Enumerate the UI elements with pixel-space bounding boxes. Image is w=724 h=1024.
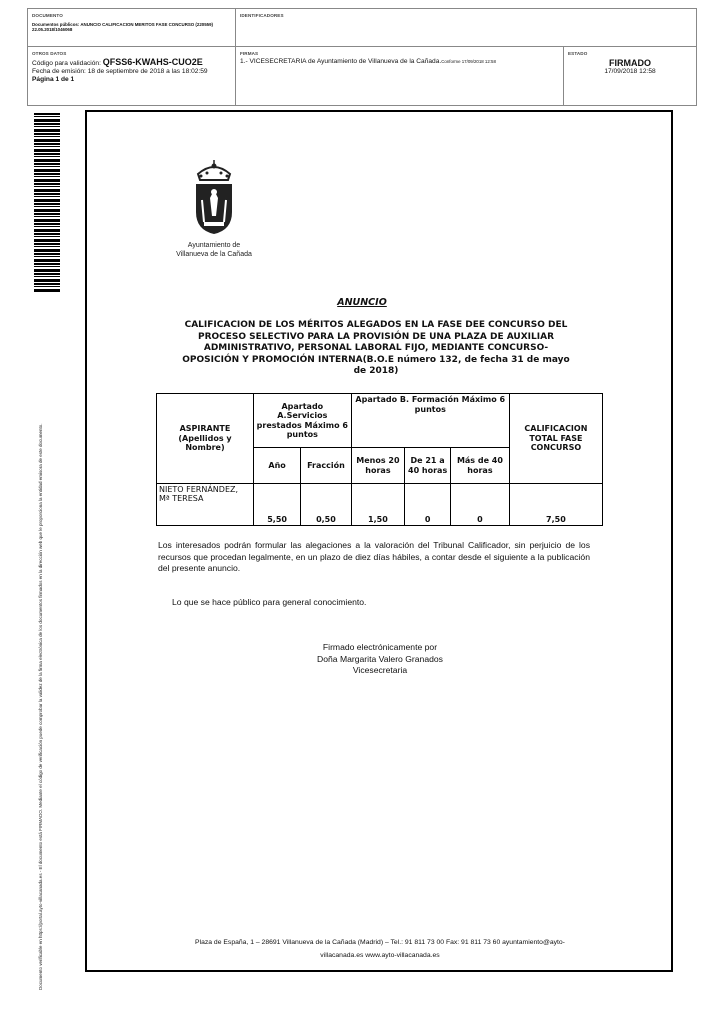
header-aspirante: ASPIRANTE (Apellidos y Nombre) [157, 394, 254, 484]
side-verification-text: Documento verificable en https://portal.ayto-villacanada.es - El documento está FIRMADO. Mediante el código de verificación puede comprobar la validez de la firma electrónica de los documentos firmados en la dirección web que le proporciona la entidad emisora de este documento. [38, 423, 43, 990]
header-fraccion: Fracción [301, 448, 351, 484]
header-21a40: De 21 a 40 horas [405, 448, 451, 484]
documento-text: Documentos públicos: ANUNCIO CALIFICACION MERITOS FASE CONCURSO (220559) 22.05.2018/1046068 [32, 22, 214, 33]
conocimiento-paragraph: Lo que se hace público para general conocimiento. [172, 597, 367, 607]
header-anio: Año [253, 448, 300, 484]
barcode-image [34, 113, 60, 293]
sign-line2: Doña Margarita Valero Granados [317, 653, 443, 664]
table-row [157, 484, 603, 526]
sign-line3: Vicesecretaria [352, 665, 408, 675]
coat-of-arms-icon [192, 160, 236, 236]
header-total: CALIFICACION TOTAL FASE CONCURSO [509, 394, 602, 484]
header-mas40: Más de 40 horas [451, 448, 510, 484]
identificadores-label: IDENTIFICADORES [240, 13, 284, 18]
estado-fecha: 17/09/2018 12:58 [604, 68, 656, 75]
documento-label: DOCUMENTO [32, 13, 63, 18]
identificadores-cell [236, 9, 696, 47]
cell-nombre: NIETO FERNÁNDEZ, Mª TERESA [157, 484, 254, 526]
firmas-cell [236, 47, 564, 105]
otros-datos-label: OTROS DATOS [32, 51, 67, 56]
firmas-label: FIRMAS [240, 51, 259, 56]
firma-text: 1.- VICESECRETARIA de Ayuntamiento de Villanueva de la Cañada. [240, 58, 442, 65]
logo-line1: Ayuntamiento de [187, 242, 241, 249]
cell-mas40: 0 [451, 484, 510, 526]
otros-datos-cell [28, 47, 236, 105]
signature-block [250, 642, 510, 677]
header-apartado-a: Apartado A.Servicios prestados Máximo 6 puntos [253, 394, 351, 448]
footer-line2: villacanada.es www.ayto-villacanada.es [320, 952, 440, 959]
header-menos20: Menos 20 horas [351, 448, 405, 484]
footer-line1: Plaza de España, 1 – 28691 Villanueva de la Cañada (Madrid) – Tel.: 91 811 73 00 Fax: 91 811 73 60 ayuntamiento@ayto- [195, 939, 565, 946]
codigo-prefix: Código para validación: [32, 60, 101, 67]
firma-conforme: Conforme 17/09/2018 12:58 [441, 59, 496, 64]
pagina: Página 1 de 1 [32, 76, 75, 83]
header-apartado-b: Apartado B. Formación Máximo 6 puntos [351, 394, 509, 448]
anuncio-title: ANUNCIO [337, 297, 387, 308]
cell-total: 7,50 [509, 484, 602, 526]
merits-table [156, 393, 603, 526]
anuncio-heading: CALIFICACION DE LOS MÉRITOS ALEGADOS EN LA FASE DEE CONCURSO DEL PROCESO SELECTIVO PARA LA PROVISIÓN DE UNA PLAZA DE AUXILIAR ADMINISTRATIVO, PERSONAL LABORAL FIJO, MEDIANTE CONCURSO-OPOSICIÓN Y PROMOCIÓN INTERNA(B.O.E número 132, de fecha 31 de mayo de 2018) [182, 320, 570, 376]
cell-anio: 5,50 [253, 484, 300, 526]
estado-label: ESTADO [568, 51, 588, 56]
estado-cell [564, 47, 696, 105]
cell-menos20: 1,50 [351, 484, 405, 526]
logo-line2: Villanueva de la Cañada [176, 251, 252, 258]
sign-line1: Firmado electrónicamente por [322, 642, 438, 652]
fecha-emision: Fecha de emisión: 18 de septiembre de 2018 a las 18:02:59 [32, 68, 208, 75]
page-footer [160, 936, 600, 962]
alegaciones-paragraph: Los interesados podrán formular las alegaciones a la valoración del Tribunal Calificador, sin perjuicio de los recursos que procedan legalmente, en un plazo de diez días hábiles, a contar desde el siguiente a la publicación del presente anuncio. [158, 540, 590, 573]
cell-21a40: 0 [405, 484, 451, 526]
codigo-validacion: QFSS6-KWAHS-CUO2E [102, 57, 203, 67]
documento-cell [28, 9, 236, 47]
ayuntamiento-logo [172, 160, 256, 259]
cell-fraccion: 0,50 [301, 484, 351, 526]
document-header [27, 8, 697, 106]
estado-value: FIRMADO [609, 58, 651, 68]
